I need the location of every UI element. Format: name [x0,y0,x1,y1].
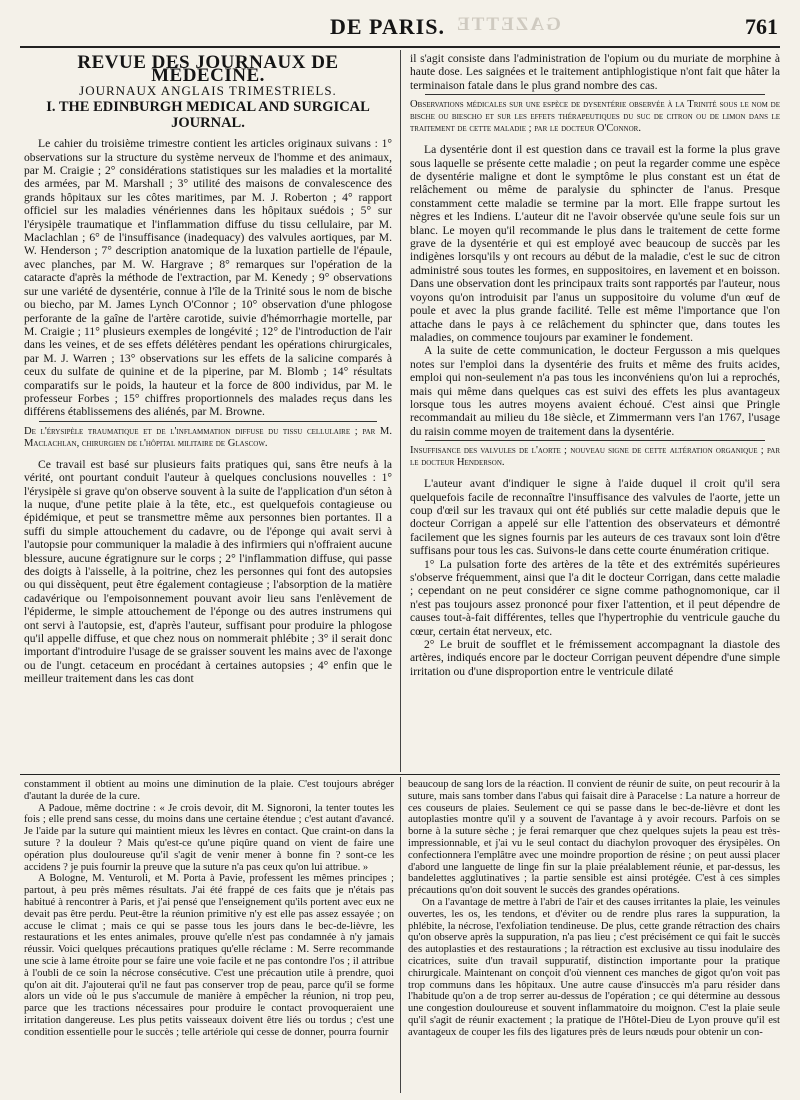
section-heading-dysenterie: Observations médicales sur une espèce de dysentérie observée à la Trinité sous le nom de bische ou biescho et sur les effets thérapeutiques du suc de citron ou de limon dans le traitement de cette maladie ; par le docteur O'Connor. [410,99,780,135]
bottom-left-column [24,779,394,1091]
section-divider [39,421,378,422]
section-heading-aorte: Insuffisance des valvules de l'aorte ; nouveau signe de cette altération organique ; par le docteur Henderson. [410,445,780,469]
section-divider [425,440,765,441]
article-title: I. THE EDINBURGH MEDICAL AND SURGICAL JOURNAL. [46,99,370,132]
bleed-through-text: GAZETTE [455,14,561,35]
aorte-paragraph-1: L'auteur avant d'indiquer le signe à l'aide duquel il croit qu'il sera quelquefois facile de reconnaître l'insuffisance des valvules de l'aorte, jette un coup d'œil sur les travaux qui ont été publiés sur cette maladie depuis que le docteur Corrigan a appelé sur elle l'attention des observateurs et démontré facilement que les signes fournis par les auteurs de ces travaux sont loin d'être suffisans pour tous les cas. Suivons-le dans cette courte énumération critique. [410,477,780,558]
page-number: 761 [745,14,778,39]
review-title: REVUE DES JOURNAUX DE MÉDECINE. [77,52,339,87]
feuilleton-rule [20,774,780,775]
left-column [24,52,392,772]
feuilleton-paragraph-1: constamment il obtient au moins une diminution de la plaie. C'est toujours abréger d'autant la durée de la cure. [24,779,394,802]
continuation-paragraph: il s'agit consiste dans l'administration de l'opium ou du muriate de morphine à haute dose. Les saignées et le traitement antiphlogistique n'ont fait que hâter la terminaison fatale dans le plus grand nombre des cas. [410,52,780,92]
feuilleton-paragraph-2: A Padoue, même doctrine : « Je crois devoir, dit M. Signoroni, la tenter toutes les fois ; elle prend sans cesse, du moins dans une certaine étendue ; c'est autant d'avancé. Je l'aide par la suture qui maintient mieux les lèvres en contact. Que craint-on dans la suture ? la douleur ? Mais qu'est-ce qu'une piqûre quand on vient de faire une opération plus douloureuse qu'il s'agit de venir mener à bonne fin ? sont-ce les accidens ? je puis fournir la preuve que la suture n'a pas ceux qu'on lui attribue. » [24,802,394,873]
erysipele-paragraph: Ce travail est basé sur plusieurs faits pratiques qui, sans être neufs à la vérité, ont pourtant conduit l'auteur à quelques conclusions nouvelles : 1° l'érysipèle si grave qu'on observe souvent à la suite de l'application d'un séton à la nuque, d'une petite plaie à la tête, etc., est quelquefois contagieuse ou épidémique, et peut se transmettre même aux personnes bien portantes. Il a suffi du simple attouchement du cadavre, ou de l'éponge qui avait servi à l'autopsie pour communiquer la maladie à des infirmiers qui n'offraient aucune blessure, aucune égratignure sur le corps ; 2° l'inflammation diffuse, qui passe des doigts à l'aisselle, à la poitrine, chez les personnes qui font des autopsies ou qui dissèquent, peut être également contagieuse ; l'absorption de la matière cadavérique ou l'empoisonnement pouvant avoir lieu sans l'enlèvement de l'épiderme, le simple attouchement de l'éponge ou des autres instrumens qui ont servi à l'autopsie, est, d'après l'auteur, suffisant pour produire la phlogose qu'il appelle diffuse, et que chez nous on nommerait phlébite ; 3° il serait donc important d'introduire l'usage de se graisser souvent les mains avec de l'axonge ou de l'ungt. cetaceum en procédant à certaines autopsies ; 4° enfin que le meilleur traitement dans les cas dont [24,457,392,686]
running-head: DE PARIS. [330,14,445,39]
feuilleton-column-rule [400,777,401,1093]
column-rule [400,50,401,772]
section-divider [425,94,765,95]
feuilleton-paragraph-4: beaucoup de sang lors de la réaction. Il convient de réunir de suite, on peut recourir à la suture, mais sans tomber dans l'abus qui faisait dire à Paracelse : La nature a horreur de ces couseurs de plaies. Seulement ce qui se passe dans le bec-de-lièvre et dont les autoplasties montre qu'il y a souvent de l'avantage à y avoir recours. Parfois on se borne à la suture sèche ; je ferai remarquer que chez quelques sujets la peau est très-impressionnable, et j'ai vu le seul contact du diachylon provoquer des érysipèles. On confectionnera l'emplâtre avec une moindre proportion de résine ; on peut aussi placer d'abord une languette de linge fin sur la plaie préalablement réunie, et par-dessus, les bandelettes agglutinatives ; la partie sensible est ainsi protégée. C'est à ces simples précautions qu'on doit souvent le succès des grandes opérations. [408,779,780,897]
feuilleton-paragraph-5: On a l'avantage de mettre à l'abri de l'air et des causes irritantes la plaie, les veinules ouvertes, les os, les tendons, et d'éviter ou de rendre plus rares la suppuration, la phlébite, la nécrose, l'exfoliation tendineuse. De plus, cette grande rétraction des chairs qu'on observe après la suppuration, n'a pas lieu ; c'est précisément ce qui fait le succès des autoplasties et des restaurations ; la rétraction est exclusive au tissu inodulaire des cicatrices, suite d'un travail suppuratif, distinction importante pour la pratique chirurgicale. Maintenant on conçoit d'où viennent ces manches de gigot qu'on voit pas trop communs dans les hôpitaux. Une autre cause d'insuccès m'a paru résider dans l'habitude qu'on a de trop serrer au-dessus de l'opération ; ce qui détermine au dessous une congestion douloureuse et souvent inflammatoire du moignon. C'est la plaie seule qu'il s'agit de réunir exactement ; la pratique de l'Hôtel-Dieu de Lyon prouve qu'il est avantageux de couper les fils des ligatures près de leurs nœuds pour obtenir un con- [408,896,780,1038]
dysenterie-paragraph-2: A la suite de cette communication, le docteur Fergusson a mis quelques notes sur l'emploi dans la dysentérie des fruits et même des fruits acides, emploi qui non-seulement n'a pas tous les inconvéniens qu'on lui a reprochés, mais qui même dans quelques cas est suivi des effets les plus avantageux lorsque tous les autres moyens avaient échoué. C'est ainsi que Pringle recommandait au milieu du 18e siècle, et Zimmermann vers l'an 1767, l'usage du raisin comme moyen de traitement dans la dysentérie. [410,344,780,438]
feuilleton-paragraph-3: A Bologne, M. Venturoli, et M. Porta à Pavie, professent les mêmes principes ; partout, à peu près mêmes résultats. J'ai été frappé de ces faits que je n'étais pas habitué à rencontrer à Paris, et j'ai pensé que l'enseignement qu'ils portent avec eux ne devait pas être perdu. Peut-être la réunion primitive n'y est elle pas assez essayée ; on accuse le climat ; mais ce qui se passe tous les jours dans le bec-de-lièvre, les restaurations et les entes animales, prouve qu'elle n'est pas condamnée à n'y jamais réussir. Voici quelques précautions pratiques qu'elle réclame : M. Serre recommande une scie à lame étroite pour se faire une voie facile et ne pas contondre l'os ; il attribue à l'oubli de ce soin la nécrose consécutive. C'est une précaution utile à prendre, quoi qu'on ait dit. J'ajouterai qu'il ne faut pas conserver trop de peau, parce qu'il se forme alors un vide où le pus s'accumule de manière à empêcher la réunion, ni trop peu, parce que les tractions nécessaires pour produire le contact provoqueraient une irritation dangereuse. Les plus petits vaisseaux doivent être liés ou tordus ; c'est une condition essentielle pour le succès ; telle artériole qui cesse de donner, pourra fournir [24,873,394,1038]
aorte-paragraph-3: 2° Le bruit de soufflet et le frémissement accompagnant la diastole des artères, indiqués encore par le docteur Corrigan peuvent dépendre d'une simple irritation ou d'une disproportion entre le ventricule dilaté [410,638,780,678]
right-column [410,52,780,772]
dysenterie-paragraph-1: La dysentérie dont il est question dans ce travail est la forme la plus grave sous laquelle se présente cette maladie ; on peut la regarder comme une espèce de dysentérie maligne et dont le symptôme le plus constant est un état de relâchement ou même de paralysie du sphincter de l'anus. Presque constamment cette maladie se termine par la mort. Elle frappe surtout les nègres et les Indiens. L'auteur dit ne l'avoir observée qu'une seule fois sur un blanc. Le moyen qu'il recommande le plus dans le traitement de cette forme grave de la dysentérie et qui est employé avec beaucoup de succès par les indigènes lorsqu'ils y ont recours au début de la maladie, c'est le suc de citron administré sous toutes les formes, en suppositoires, en lavement et en boisson. Dans une observation dont les principaux traits sont rapportés par l'auteur, nous voyons qu'on introduisit par l'anus un suppositoire du volume d'un œuf de poule et avec la plus grande facilité. Telle est même l'importance que l'on attache dans le pays à ce relâchement du sphincter que, dans toutes les maladies, on commence toujours par examiner le fondement. [410,143,780,344]
header-rule [20,46,780,48]
bottom-right-column [408,779,780,1091]
review-subtitle: JOURNAUX ANGLAIS TRIMESTRIELS. [79,82,337,98]
section-heading-erysipele: De l'érysipèle traumatique et de l'inflammation diffuse du tissu cellulaire ; par M. Maclachlan, chirurgien de l'hôpital militaire de Glascow. [24,425,392,449]
contents-paragraph: Le cahier du troisième trimestre contient les articles originaux suivans : 1° observations sur la structure du système nerveux de l'homme et des animaux, par M. Craigie ; 2° considérations statistiques sur les maladies et la mortalité des armées, par M. Marshall ; 3° utilité des maisons de convalescence des grands hôpitaux sur les côtes maritimes, par M. J. Roberton ; 4° rapport officiel sur les maladies vénériennes dans les hôpitaux suédois ; 5° sur l'érysipèle traumatique et l'inflammation diffuse du tissu cellulaire, par M. Maclachlan ; 6° de l'insuffisance (inadequacy) des valvules aortiques, par M. W. Henderson ; 7° description anatomique de la luxation partielle de l'épaule, avec planches, par M. W. Hargrave ; 8° remarques sur l'opération de la cataracte d'après la méthode de l'extraction, par M. Kenedy ; 9° observations sur une variété de dysentérie, connue à l'île de la Trinité sous le nom de bische ou biecho, par M. James Lynch O'Connor ; 10° observation d'une phlogose perforante de la gaîne de l'artère carotide, suivie d'hémorrhagie mortelle, par M. Craigie ; 11° plusieurs exemples de longévité ; 12° de l'introduction de l'air dans les veines, et de ses effets délétères pendant les opérations chirurgicales, par M. J. Warren ; 13° observations sur les effets de la salicine comparés à ceux du sulfate de quinine et de la piperine, par M. Blomb ; 14° résultats comparatifs sur le poids, la hauteur et la force de 800 individus, par M. le professeur Forbes ; 15° chiffres proportionnels des malades reçus dans les différens établissemens des aliénés, par M. Browne. [24,137,392,419]
aorte-paragraph-2: 1° La pulsation forte des artères de la tête et des extrémités supérieures s'observe fréquemment, ainsi que l'a dit le docteur Corrigan, dans cette maladie ; cependant on ne peut considérer ce signe comme pathognomonique, car il n'est pas toujours assez prononcé pour fixer l'attention, et il peut dépendre de causes tout-à-fait différentes, telles que l'hypertrophie du ventricule gauche du cœur, certain état nerveux, etc. [410,557,780,638]
page-header [0,8,800,38]
